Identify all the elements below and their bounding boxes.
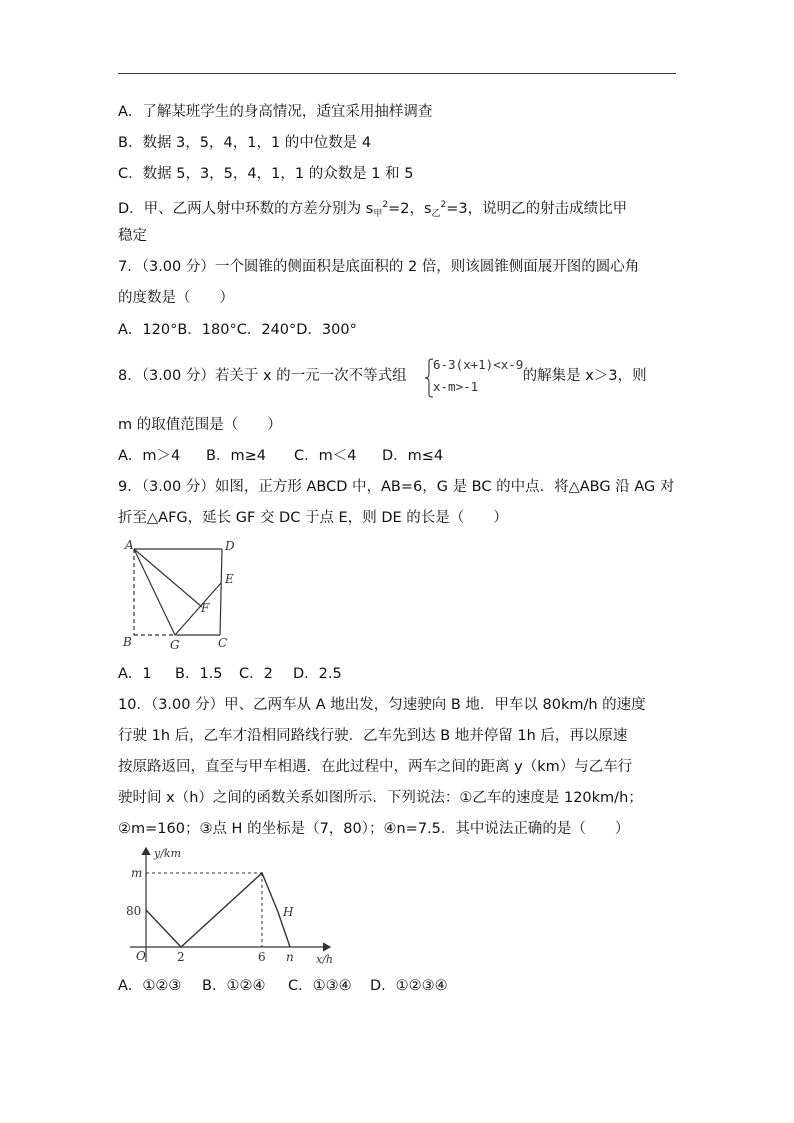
q6-option-b: B．数据 3，5，4，1，1 的中位数是 4 — [118, 135, 372, 151]
q8-stem-line2: m 的取值范围是（ ） — [118, 417, 282, 433]
q10-option-c: C．①③④ — [288, 978, 352, 994]
q9-segment-af — [134, 549, 202, 607]
q10-origin-label: O — [136, 949, 146, 963]
q7-stem-line2: 的度数是（ ） — [118, 290, 234, 306]
q9-option-a: A．1 — [118, 666, 152, 682]
q9-option-c: C．2 — [239, 666, 273, 682]
q9-segment-ge — [175, 583, 221, 635]
q6-d-sup-2: 2 — [440, 200, 447, 210]
q9-label-c: C — [218, 636, 228, 650]
q10-stem-line3: 按原路返回，直至与甲车相遇．在此过程中，两车之间的距离 y（km）与乙车行 — [118, 759, 633, 775]
q8-option-b: B．m≥4 — [206, 448, 266, 464]
q8-suffix: 的解集是 x＞3，则 — [522, 368, 647, 384]
q7-stem-line1: 7．（3.00 分）一个圆锥的侧面积是底面积的 2 倍，则该圆锥侧面展开图的圆心角 — [118, 259, 640, 275]
q10-x-tick-2: 2 — [177, 950, 185, 964]
q9-label-e: E — [225, 572, 234, 586]
q8-option-a: A．m＞4 — [118, 448, 181, 464]
q8-options — [118, 446, 443, 466]
q7-options: A．120°B．180°C．240°D．300° — [118, 322, 357, 338]
header-rule — [118, 73, 676, 74]
q10-option-a: A．①②③ — [118, 978, 182, 994]
q6-option-d — [118, 195, 627, 224]
q10-distance-graph — [118, 842, 338, 967]
q10-x-axis-label: x/h — [316, 953, 333, 966]
q6-option-a: A．了解某班学生的身高情况，适宜采用抽样调查 — [118, 104, 433, 120]
q9-options — [118, 664, 342, 684]
q8-prefix: 8．（3.00 分）若关于 x 的一元一次不等式组 — [118, 368, 407, 384]
q10-stem-line5: ②m=160；③点 H 的坐标是（7，80）；④n=7.5．其中说法正确的是（ ） — [118, 821, 630, 837]
q9-stem-line1: 9．（3.00 分）如图，正方形 ABCD 中，AB=6，G 是 BC 的中点．将△ABG 沿 AG 对 — [118, 479, 675, 495]
q10-point-h-label: H — [283, 905, 294, 919]
q9-label-f: F — [201, 601, 210, 615]
q9-label-b: B — [123, 635, 132, 649]
q10-y-tick-m: m — [131, 866, 143, 880]
q10-x-tick-n: n — [286, 950, 294, 964]
q9-label-g: G — [170, 638, 180, 652]
q6-d-mid: =2，s — [388, 201, 432, 217]
q9-segment-ag — [134, 549, 175, 635]
q9-option-d: D．2.5 — [293, 666, 342, 682]
q10-option-b: B．①②④ — [202, 978, 266, 994]
q10-x-tick-6: 6 — [258, 950, 266, 964]
q6-d-sup-1: 2 — [382, 200, 389, 210]
q6-option-d-cont: 稳定 — [118, 228, 147, 244]
q10-stem-line4: 驶时间 x（h）之间的函数关系如图所示．下列说法：①乙车的速度是 120km/h； — [118, 790, 643, 806]
q8-stem-line1 — [118, 366, 647, 386]
q9-label-a: A — [125, 538, 134, 552]
q9-side-dc — [220, 549, 222, 635]
q10-stem-line2: 行驶 1h 后，乙车才沿相同路线行驶．乙车先到达 B 地并停留 1h 后，再以原速 — [118, 728, 628, 744]
q10-y-axis-label: y/km — [154, 847, 182, 860]
q8-option-d: D．m≤4 — [382, 448, 444, 464]
q9-stem-line2: 折至△AFG，延长 GF 交 DC 于点 E，则 DE 的长是（ ） — [118, 510, 508, 526]
q9-option-b: B．1.5 — [175, 666, 223, 682]
q10-option-d: D．①②③④ — [370, 978, 448, 994]
q8-inequality-2: x-m>-1 — [433, 379, 479, 394]
q6-option-c: C．数据 5，3，5，4，1，1 的众数是 1 和 5 — [118, 166, 414, 182]
q9-square-figure — [118, 535, 243, 653]
q9-label-d: D — [225, 539, 235, 553]
q6-d-prefix: D．甲、乙两人射中环数的方差分别为 s — [118, 201, 374, 217]
q6-d-suffix: =3，说明乙的射击成绩比甲 — [446, 201, 628, 217]
q10-y-tick-80: 80 — [126, 904, 142, 918]
q8-inequality-1: 6-3(x+1)<x-9 — [433, 357, 524, 372]
q10-stem-line1: 10．（3.00 分）甲、乙两车从 A 地出发，匀速驶向 B 地．甲车以 80km/h 的速度 — [118, 697, 646, 713]
q6-d-sub-jia: 甲 — [373, 209, 383, 219]
q10-options — [118, 976, 448, 996]
q6-d-sub-yi: 乙 — [431, 209, 441, 219]
q8-option-c: C．m＜4 — [294, 448, 357, 464]
q10-graph-polyline — [146, 873, 290, 947]
